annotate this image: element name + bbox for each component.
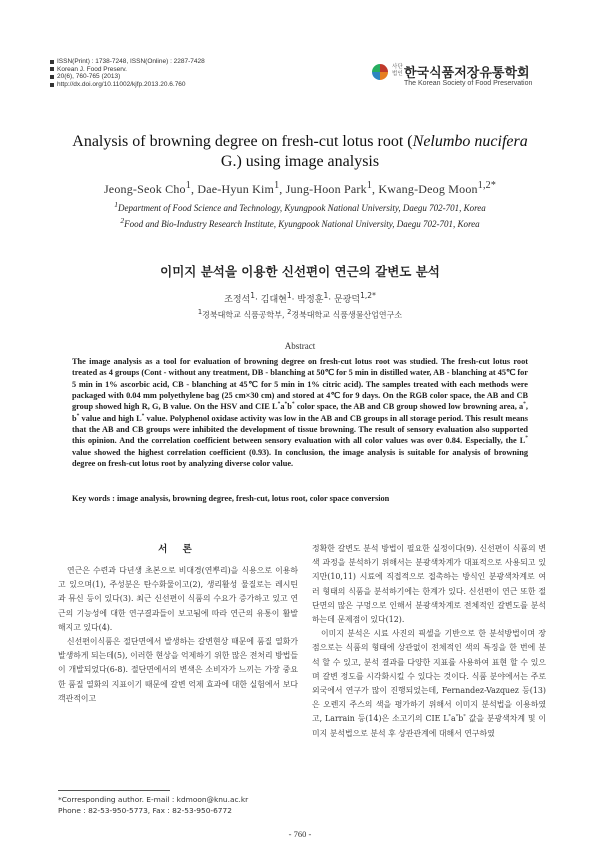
society-logo [372, 62, 557, 92]
intro-paragraph-4: 이미지 분석은 시료 사진의 픽셀을 기반으로 한 분석방법이며 장점으로는 식품의 형태에 상관없이 전체적인 색의 특징을 한 번에 분석 할 수 있고, 분석 결과를 다양한 지표를 사용하여 표현 할 수 있으며 갈변 정도를 시각화시킬 수 있다는 것이다. 식품 분야에서는 주로 외국에서 연구가 많이 진행되었는데, Fernandez-Vazquez 등(13)은 오렌지 주스의 색을 평가하기 위해서 이미지 분석법을 이용하였고, Larrain 등(14)은 소고기의 CIE L*a*b* 값을 분광색차계 및 이미지 분석법으로 분석 후 상관관계에 대해서 연구하였 [312, 629, 546, 738]
society-emblem-icon [372, 64, 388, 80]
footnote-divider [58, 790, 170, 791]
author-list: Jeong-Seok Cho$^1$, Dae-Hyun Kim$^1$, Jung-Hoon Park$^1$, Kwang-Deog Moon$^{1,2*}$ [103, 180, 497, 196]
journal-name: Korean J. Food Preserv. [57, 65, 127, 73]
korean-affiliations: $^1$경북대학교 식품공학부, $^2$경북대학교 식품생물산업연구소 [197, 308, 403, 320]
intro-paragraph-3: 정확한 갈변도 분석 방법이 필요한 실정이다(9). 신선편이 식품의 변색 과정을 분석하기 위해서는 분광색차계가 대표적으로 사용되고 있지만(10,11) 시료에 직접적으로 접촉하는 방식인 분광색차계로 여러 형태의 식품을 분석하기에는 한계가 있다. 신선편이 연근 또한 절단면의 많은 구멍으로 인해서 분광색차계로 전체적인 갈변도를 분석하는데 문제점이 있다(12). [312, 544, 546, 625]
intro-paragraph-1: 연근은 수련과 다년생 초본으로 비대경(연뿌리)을 식용으로 이용하고 있으며(1), 주성분은 탄수화물이고(2), 생리활성 물질로는 레시틴과 뮤신 등이 있다(3). 최근 신선편이 식품의 수요가 증가하고 있고 연근의 기능성에 대한 연구결과들이 보고됨에 따라 연근의 유통이 활발해지고 있다(4). [58, 566, 298, 632]
journal-meta [50, 58, 205, 88]
intro-paragraph-2: 신선편이식품은 절단면에서 발생하는 갈변현상 때문에 품질 열화가 발생하게 되는데(5), 이러한 현상을 억제하기 위한 많은 전처리 방법들이 개발되었다(6-8). 절단면에서의 변색은 소비자가 느끼는 가장 중요한 품질 열화의 지표이기 때문에 갈변 억제 효과에 대한 실험에서 보다 객관적이고 [58, 637, 298, 703]
corresponding-author [58, 794, 298, 816]
intro-column-right [312, 542, 546, 741]
bullet-square-icon [50, 60, 54, 64]
society-small-label: 사단법인 [392, 64, 403, 77]
affiliation-2: Food and Bio-Industry Research Institute, Kyungpook National University, Daegu 702-701, Korea [124, 218, 480, 229]
page-number: - 760 - [288, 829, 312, 839]
abstract-heading: Abstract [284, 341, 316, 351]
bullet-square-icon [50, 83, 54, 87]
society-name-ko: 한국식품저장유통학회 [404, 66, 530, 81]
intro-heading: 서 론 [158, 544, 198, 555]
doi-link[interactable]: http://dx.doi.org/10.11002/kjfp.2013.20.6.760 [57, 80, 186, 88]
bullet-square-icon [50, 67, 54, 71]
abstract-body: The image analysis as a tool for evaluation of browning degree on fresh-cut lotus root was studied. The fresh-cut lotus root treated as 4 groups (Cont - without any treatment, DB - blanching at 50℃ for 5 min in distilled water, AB - blanching at 45℃ for 5 min in 1% ascorbic acid, CB - blanching at 45℃ for 5 min in 1% citric acid). The samples treated with each methods were packaged with 0.04 mm polyethylene bag (25 cm×30 cm) and stored at 4℃ for 9 days. On the RGB color space, the AB and CB group showed high R, G, B value. On the HSV and CIE L*a*b* color space, the AB and CB group showed low browning area, a*, b* value and high L* value. Polyphenol oxidase activity was low in the AB and CB groups in all storage period. This result means that the AB and CB groups were inhibited the development of tissue browning. The result of sensory evaluation also supported this opinion. And the correlation coefficient between sensory evaluation with all color values was over 0.84. Especially, the L* value showed the highest correlation coefficient (0.93). In conclusion, the image analysis is suitable for analysis of browning degree on fresh-cut lotus root by analyzing diverse color value. [72, 357, 528, 469]
volume-pages: 20(6), 760-765 (2013) [57, 73, 121, 81]
corresponding-phone: Phone : 82-53-950-5773, Fax : 82-53-950-6772 [58, 806, 232, 815]
paper-title: Analysis of browning degree on fresh-cut lotus root (Nelumbo nucifera G.) using image analysis [72, 133, 528, 170]
affiliation-1: Department of Food Science and Technology, Kyungpook National University, Daegu 702-701, Korea [117, 203, 486, 213]
society-name-en: The Korean Society of Food Preservation [404, 80, 533, 87]
keywords: Key words : image analysis, browning degree, fresh-cut, lotus root, color space conversion [72, 494, 390, 503]
bullet-square-icon [50, 75, 54, 79]
korean-author-list: 조정석$^1$· 김대현$^1$· 박정훈$^1$· 문광덕$^{1,2*}$ [224, 291, 376, 305]
korean-title: 이미지 분석을 이용한 신선편이 연근의 갈변도 분석 [160, 264, 440, 279]
affiliations: $^1$Department of Food Science and Technology, Kyungpook National University, Daegu 702-701, Korea $^2$Food and Bio-Industry Research Institute, Kyungpook National University, Daegu 702-701, Korea [114, 200, 486, 229]
intro-column-left [58, 564, 298, 706]
corresponding-email: *Corresponding author. E-mail : kdmoon@knu.ac.kr [58, 795, 249, 804]
issn-line: ISSN(Print) : 1738-7248, ISSN(Online) : 2287-7428 [57, 58, 205, 65]
